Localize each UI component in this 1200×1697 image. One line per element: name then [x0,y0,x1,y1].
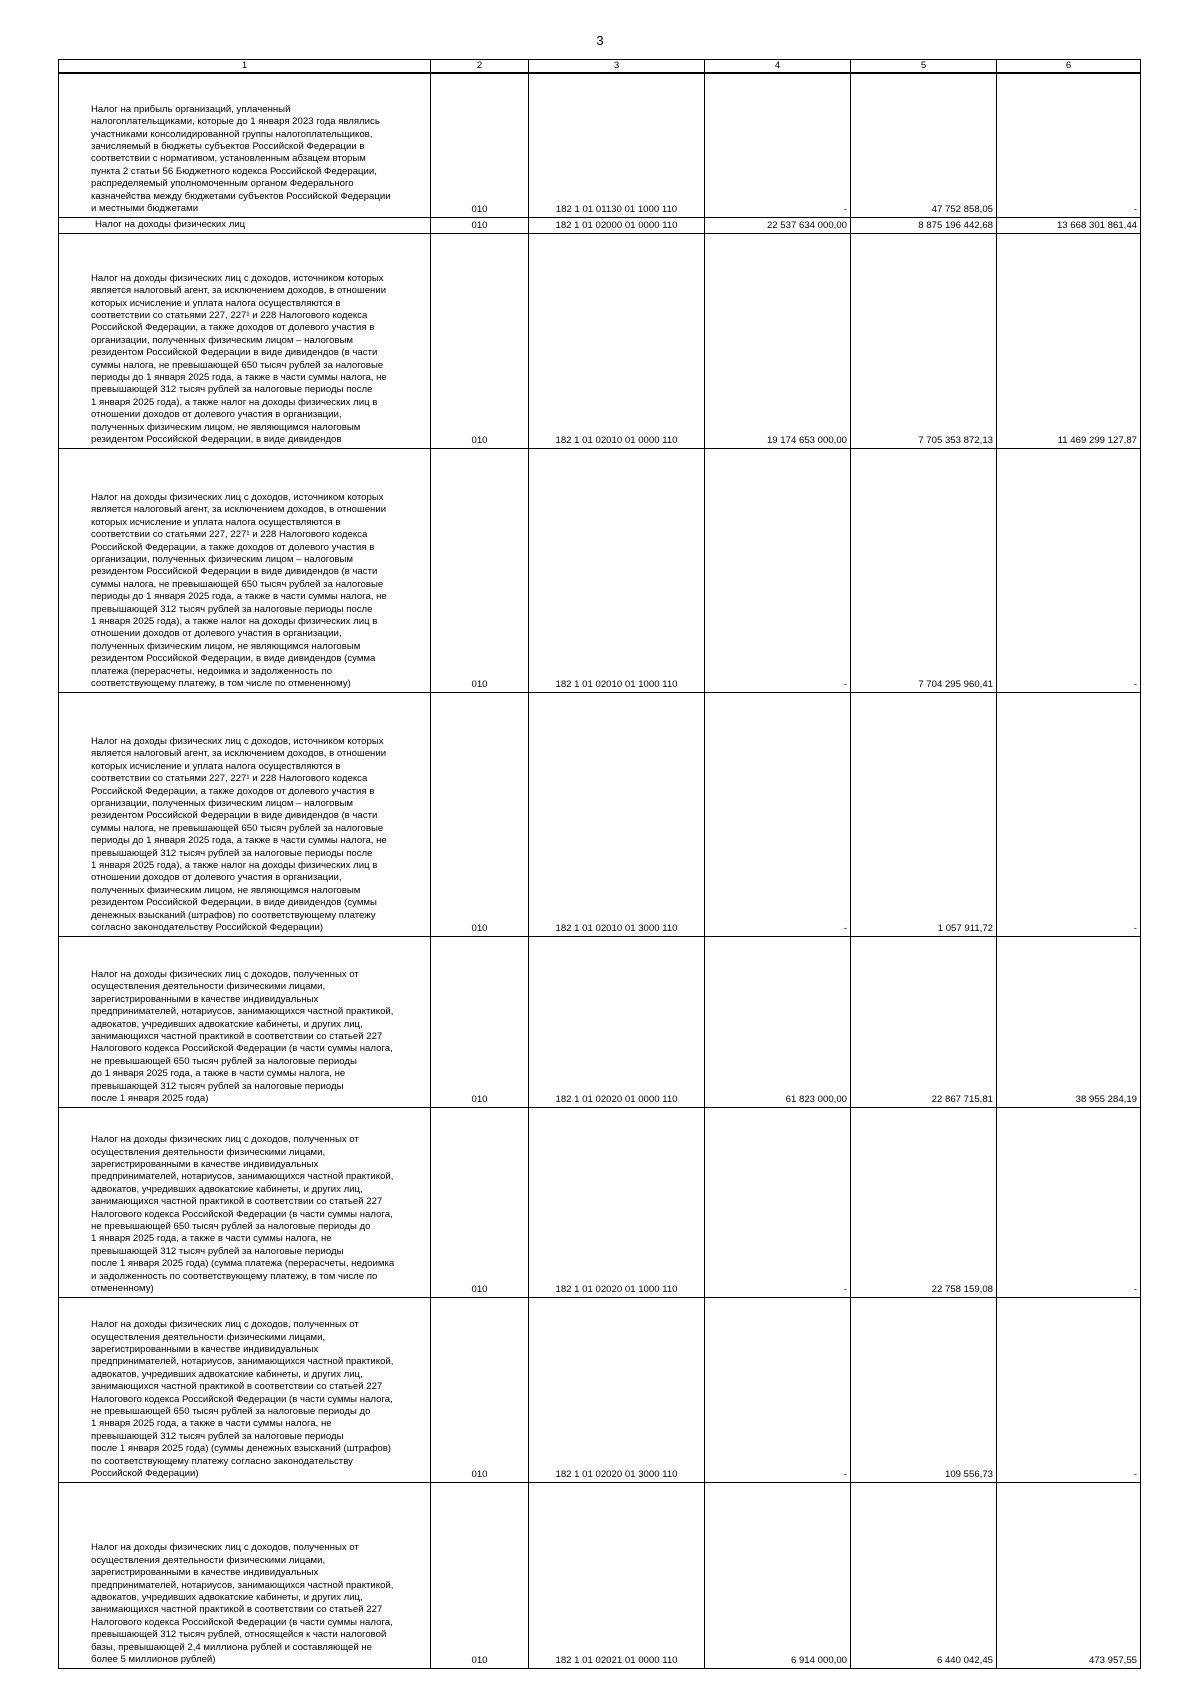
row-description: Налог на доходы физических лиц с доходов, полученных от осуществления деятельности физическими лицами, зарегистрированными в качестве индивидуальных предпринимателей, нотариусов, занимающихся частной практикой, адвокатов, учредивших адвокатские кабинеты, и других лиц, занимающихся частной практикой в соответствии со статьей 227 Налогового кодекса Российской Федерации (в части суммы налога, не превышающей 650 тысяч рублей за налоговые периоды до 1 января 2025 года, а также в части суммы налога, не превышающей 312 тысяч рублей за налоговые периоды после 1 января 2025 года) (суммы денежных взысканий (штрафов) по соответствующему платежу согласно законодательству Российской Федерации) [59,1297,431,1482]
row-plan-amount: - [705,692,851,936]
table-row [59,233,1141,448]
row-fact-amount: 6 440 042,45 [851,1482,997,1668]
row-plan-amount: 6 914 000,00 [705,1482,851,1668]
table-row [59,1482,1141,1668]
column-header: 1 [59,60,431,74]
row-line-code: 010 [431,233,529,448]
row-kbk-code: 182 1 01 02021 01 0000 110 [529,1482,705,1668]
row-rest-amount: - [997,1107,1141,1297]
table-row [59,936,1141,1107]
row-plan-amount: - [705,1297,851,1482]
row-kbk-code: 182 1 01 02010 01 3000 110 [529,692,705,936]
row-description: Налог на доходы физических лиц с доходов, источником которых является налоговый агент, за исключением доходов, в отношении которых исчисление и уплата налога осуществляются в соответствии со статьями 227, 227¹ и 228 Налогового кодекса Российской Федерации, а также доходов от долевого участия в организации, полученных физическим лицом – налоговым резидентом Российской Федерации в виде дивидендов (в части суммы налога, не превышающей 650 тысяч рублей за налоговые периоды до 1 января 2025 года, а также в части суммы налога, не превышающей 312 тысяч рублей за налоговые периоды после 1 января 2025 года), а также налог на доходы физических лиц в отношении доходов от долевого участия в организации, полученных физическим лицом, не являющимся налоговым резидентом Российской Федерации, в виде дивидендов [59,233,431,448]
row-fact-amount: 1 057 911,72 [851,692,997,936]
row-description: Налог на доходы физических лиц с доходов, полученных от осуществления деятельности физическими лицами, зарегистрированными в качестве индивидуальных предпринимателей, нотариусов, занимающихся частной практикой, адвокатов, учредивших адвокатские кабинеты, и других лиц, занимающихся частной практикой в соответствии со статьей 227 Налогового кодекса Российской Федерации (в части суммы налога, не превышающей 650 тысяч рублей за налоговые периоды до 1 января 2025 года, а также в части суммы налога, не превышающей 312 тысяч рублей за налоговые периоды после 1 января 2025 года) (сумма платежа (перерасчеты, недоимка и задолженность по соответствующему платежу, в том числе по отмененному) [59,1107,431,1297]
column-header: 3 [529,60,705,74]
table-row [59,692,1141,936]
row-kbk-code: 182 1 01 01130 01 1000 110 [529,73,705,217]
table-row [59,1107,1141,1297]
row-fact-amount: 22 867 715,81 [851,936,997,1107]
row-line-code: 010 [431,448,529,692]
row-plan-amount: 22 537 634 000,00 [705,217,851,233]
row-description: Налог на доходы физических лиц с доходов, полученных от осуществления деятельности физическими лицами, зарегистрированными в качестве индивидуальных предпринимателей, нотариусов, занимающихся частной практикой, адвокатов, учредивших адвокатские кабинеты, и других лиц, занимающихся частной практикой в соответствии со статьей 227 Налогового кодекса Российской Федерации (в части суммы налога, не превышающей 650 тысяч рублей за налоговые периоды до 1 января 2025 года, а также в части суммы налога, не превышающей 312 тысяч рублей за налоговые периоды после 1 января 2025 года) [59,936,431,1107]
row-fact-amount: 7 705 353 872,13 [851,233,997,448]
row-line-code: 010 [431,73,529,217]
row-description: Налог на доходы физических лиц с доходов, источником которых является налоговый агент, за исключением доходов, в отношении которых исчисление и уплата налога осуществляются в соответствии со статьями 227, 227¹ и 228 Налогового кодекса Российской Федерации, а также доходов от долевого участия в организации, полученных физическим лицом – налоговым резидентом Российской Федерации в виде дивидендов (в части суммы налога, не превышающей 650 тысяч рублей за налоговые периоды до 1 января 2025 года, а также в части суммы налога, не превышающей 312 тысяч рублей за налоговые периоды после 1 января 2025 года), а также налог на доходы физических лиц в отношении доходов от долевого участия в организации, полученных физическим лицом, не являющимся налоговым резидентом Российской Федерации, в виде дивидендов (суммы денежных взысканий (штрафов) по соответствующему платежу согласно законодательству Российской Федерации) [59,692,431,936]
row-fact-amount: 47 752 858,05 [851,73,997,217]
row-plan-amount: 61 823 000,00 [705,936,851,1107]
table-row [59,1297,1141,1482]
row-line-code: 010 [431,936,529,1107]
row-rest-amount: - [997,73,1141,217]
table-row [59,448,1141,692]
row-kbk-code: 182 1 01 02010 01 0000 110 [529,233,705,448]
row-line-code: 010 [431,1107,529,1297]
table-row [59,217,1141,233]
row-line-code: 010 [431,692,529,936]
row-rest-amount: - [997,692,1141,936]
row-description: Налог на доходы физических лиц [59,217,431,233]
row-description: Налог на прибыль организаций, уплаченный налогоплательщиками, которые до 1 января 2023 года являлись участниками консолидированной группы налогоплательщиков, зачисляемый в бюджеты субъектов Российской Федерации в соответствии с нормативом, установленным абзацем вторым пункта 2 статьи 56 Бюджетного кодекса Российской Федерации, распределяемый уполномоченным органом Федерального казначейства между бюджетами субъектов Российской Федерации и местными бюджетами [59,73,431,217]
row-description: Налог на доходы физических лиц с доходов, источником которых является налоговый агент, за исключением доходов, в отношении которых исчисление и уплата налога осуществляются в соответствии со статьями 227, 227¹ и 228 Налогового кодекса Российской Федерации, а также доходов от долевого участия в организации, полученных физическим лицом – налоговым резидентом Российской Федерации в виде дивидендов (в части суммы налога, не превышающей 650 тысяч рублей за налоговые периоды до 1 января 2025 года, а также в части суммы налога, не превышающей 312 тысяч рублей за налоговые периоды после 1 января 2025 года), а также налог на доходы физических лиц в отношении доходов от долевого участия в организации, полученных физическим лицом, не являющимся налоговым резидентом Российской Федерации, в виде дивидендов (сумма платежа (перерасчеты, недоимка и задолженность по соответствующему платежу, в том числе по отмененному) [59,448,431,692]
row-plan-amount: - [705,73,851,217]
row-kbk-code: 182 1 01 02020 01 1000 110 [529,1107,705,1297]
row-fact-amount: 109 556,73 [851,1297,997,1482]
row-fact-amount: 22 758 159,08 [851,1107,997,1297]
table-row [59,73,1141,217]
row-kbk-code: 182 1 01 02020 01 3000 110 [529,1297,705,1482]
column-header: 6 [997,60,1141,74]
row-kbk-code: 182 1 01 02020 01 0000 110 [529,936,705,1107]
row-kbk-code: 182 1 01 02000 01 0000 110 [529,217,705,233]
row-fact-amount: 7 704 295 960,41 [851,448,997,692]
page-number: 3 [596,33,604,48]
row-rest-amount: 38 955 284,19 [997,936,1141,1107]
row-rest-amount: 13 668 301 861,44 [997,217,1141,233]
column-header: 5 [851,60,997,74]
row-fact-amount: 8 875 196 442,68 [851,217,997,233]
row-description: Налог на доходы физических лиц с доходов, полученных от осуществления деятельности физическими лицами, зарегистрированными в качестве индивидуальных предпринимателей, нотариусов, занимающихся частной практикой, адвокатов, учредивших адвокатские кабинеты, и других лиц, занимающихся частной практикой в соответствии со статьей 227 Налогового кодекса Российской Федерации (в части суммы налога, превышающей 312 тысяч рублей, относящейся к части налоговой базы, превышающей 2,4 миллиона рублей и составляющей не более 5 миллионов рублей) [59,1482,431,1668]
column-number-row [59,60,1141,74]
row-line-code: 010 [431,1297,529,1482]
row-line-code: 010 [431,217,529,233]
row-rest-amount: - [997,1297,1141,1482]
row-rest-amount: 473 957,55 [997,1482,1141,1668]
column-header: 4 [705,60,851,74]
row-plan-amount: 19 174 653 000,00 [705,233,851,448]
report-table [58,59,1141,1669]
row-rest-amount: 11 469 299 127,87 [997,233,1141,448]
row-kbk-code: 182 1 01 02010 01 1000 110 [529,448,705,692]
row-plan-amount: - [705,448,851,692]
row-line-code: 010 [431,1482,529,1668]
row-rest-amount: - [997,448,1141,692]
row-plan-amount: - [705,1107,851,1297]
column-header: 2 [431,60,529,74]
